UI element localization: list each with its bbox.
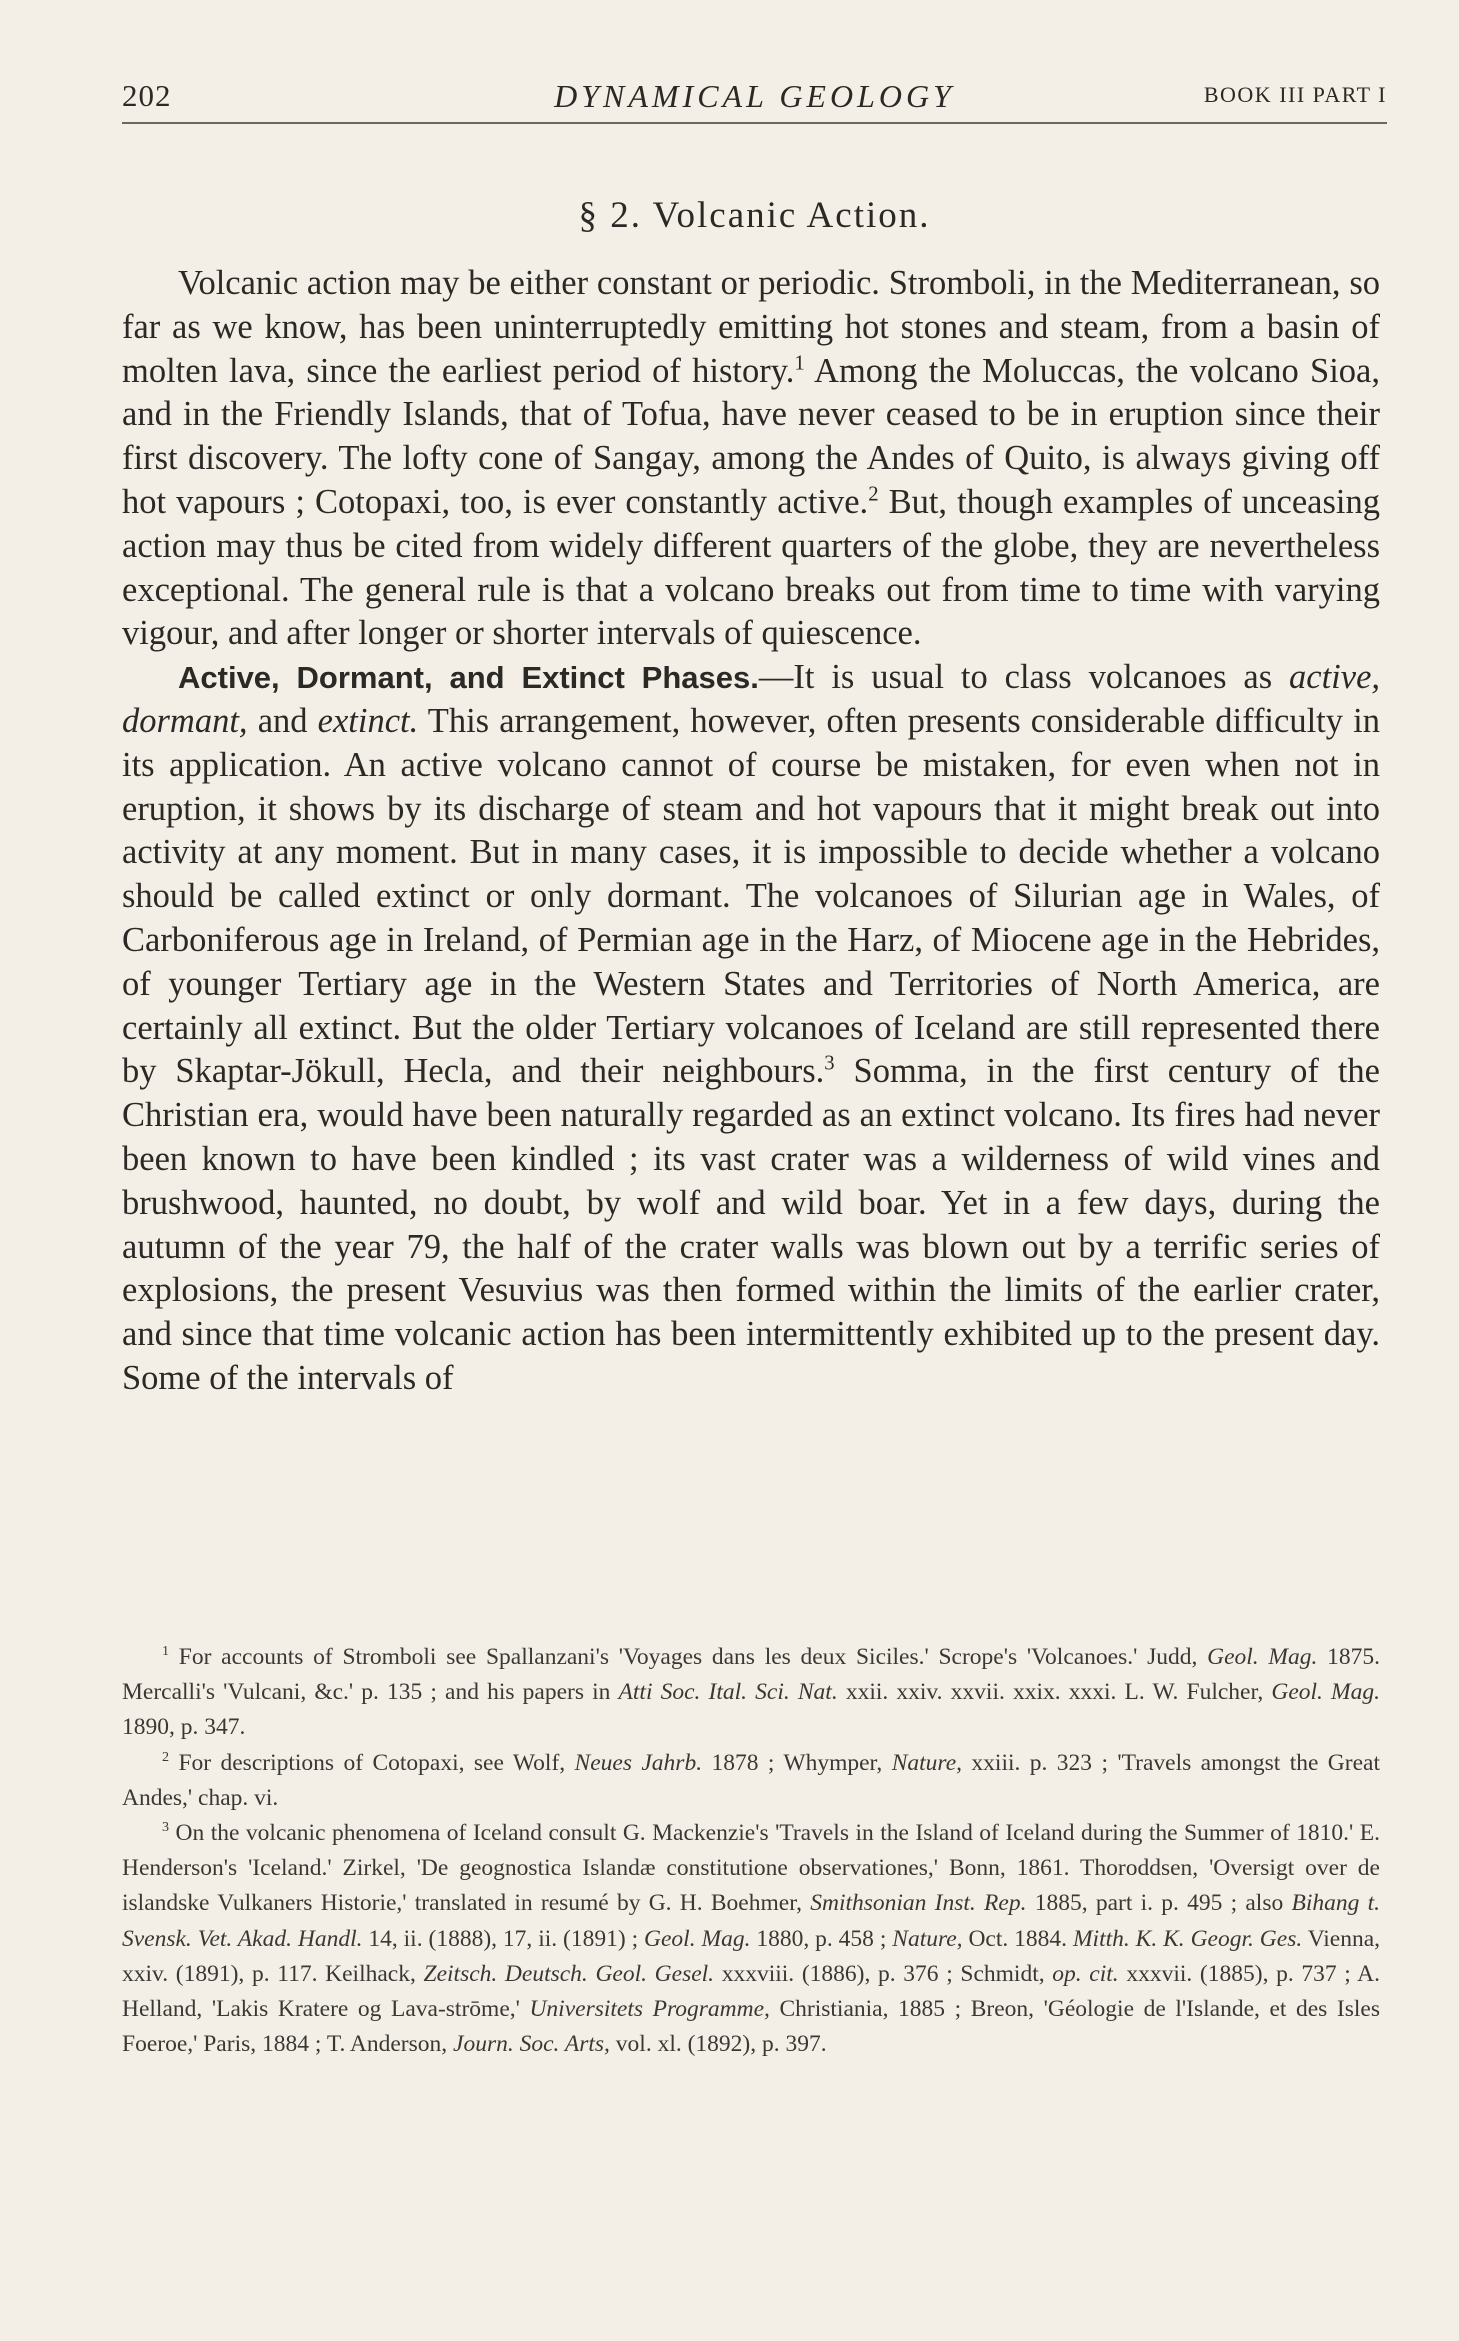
text-run: Oct. 1884.: [962, 1925, 1073, 1952]
italic-run: Geol. Mag.: [1207, 1644, 1318, 1670]
running-title: DYNAMICAL GEOLOGY: [554, 78, 955, 114]
text-run: This arrangement, however, often presents considerable difficulty in its application. An active volcano cannot of course be mistaken, for even when not in eruption, it shows by its discharge of steam and hot vapours that it might break out into activity at any moment. But in many cases, it is impossible to decide whether a volcano should be called extinct or only dormant. The volcanoes of Silurian age in Wales, of Carboniferous age in Ireland, of Permian age in the Harz, of Miocene age in the Hebrides, of younger Tertiary age in the Western States and Territories of North America, are certainly all extinct. But the older Tertiary volcanoes of Iceland are still represented there by Skaptar-Jökull, Hecla, and their neighbours.: [122, 701, 1380, 1091]
italic-run: Mitth. K. K. Geogr. Ges.: [1072, 1925, 1303, 1952]
text-run: 1890, p. 347.: [122, 1714, 246, 1741]
italic-run: extinct.: [317, 701, 419, 740]
italic-run: Atti Soc. Ital. Sci. Nat.: [618, 1679, 838, 1706]
italic-run: Journ. Soc. Arts,: [453, 2031, 610, 2058]
paragraph-heading: Active, Dormant, and Extinct Phases.: [178, 660, 759, 696]
italic-run: Bihang t. Svensk. Vet. Akad. Handl.: [122, 1890, 1380, 1952]
italic-run: Nature,: [891, 1749, 963, 1776]
text-run: and: [247, 701, 318, 740]
text-run: 1885, part i. p. 495 ; also: [1026, 1890, 1292, 1917]
text-run: For accounts of Stromboli see Spallanzani's 'Voyages dans les deux Siciles.' Scrope's 'Volcanoes.' Judd,: [169, 1644, 1208, 1670]
footnote-ref: 1: [794, 352, 805, 375]
italic-run: Geol. Mag.: [1271, 1679, 1380, 1706]
page-number: 202: [122, 78, 172, 113]
text-run: —It is usual to class volcanoes as: [758, 658, 1290, 697]
text-run: 1880, p. 458 ;: [750, 1925, 893, 1952]
text-run: vol. xl. (1892), p. 397.: [609, 2031, 827, 2058]
text-run: Among the Moluccas, the volcano Sioa, and in the Friendly Islands, that of Tofua, have never ceased to be in eruption since their first discovery. The lofty cone of Sangay, among the Andes of Quito, is always giving off hot vapours ; Cotopaxi, too, is ever constantly active.: [122, 351, 1380, 521]
italic-run: Universitets Programme,: [529, 1996, 770, 2023]
footnote-2: [122, 1746, 1380, 1816]
footnote-number: 1: [162, 1643, 170, 1660]
italic-run: Smithsonian Inst. Rep.: [810, 1890, 1027, 1917]
italic-run: Geol. Mag.: [644, 1925, 751, 1952]
footnote-number: 2: [162, 1748, 170, 1765]
footnote-ref: 3: [824, 1052, 835, 1075]
footnote-number: 3: [162, 1819, 170, 1836]
italic-run: active, dormant,: [122, 658, 1381, 740]
section-title: § 2. Volcanic Action.: [578, 195, 931, 236]
footnote-3: [122, 1816, 1380, 2062]
body-text: [122, 262, 1380, 1401]
text-run: Christiania, 1885 ; Breon, 'Géologie de l'Islande, et des Isles Foeroe,' Paris, 1884 ; T. Anderson,: [122, 1996, 1380, 2058]
text-run: xxiii. p. 323 ; 'Travels amongst the Great Andes,' chap. vi.: [122, 1749, 1380, 1811]
text-run: 14, ii. (1888), 17, ii. (1891) ;: [362, 1925, 645, 1952]
text-run: Somma, in the first century of the Christian era, would have been naturally regarded as an extinct volcano. Its fires had never been known to have been kindled ; its vast crater was a wilderness of wild vines and brushwood, haunted, no doubt, by wolf and wild boar. Yet in a few days, during the autumn of the year 79, the half of the crater walls was blown out by a terrific series of explosions, the present Vesuvius was then formed within the limits of the earlier crater, and since that time volcanic action has been intermittently exhibited up to the present day. Some of the intervals of: [122, 1052, 1380, 1397]
text-run: xxii. xxiv. xxvii. xxix. xxxi. L. W. Fulcher,: [837, 1679, 1272, 1706]
text-run: xxxvii. (1885), p. 737 ; A. Helland, 'Lakis Kratere og Lava-strōme,': [122, 1960, 1381, 2023]
italic-run: Zeitsch. Deutsch. Geol. Gesel.: [423, 1960, 715, 1987]
text-run: Volcanic action may be either constant or periodic. Stromboli, in the Mediterranean, so far as we know, has been uninterruptedly emitting hot stones and steam, from a basin of molten lava, since the earliest period of history.: [122, 264, 1380, 390]
text-run: xxxviii. (1886), p. 376 ; Schmidt,: [714, 1960, 1053, 1987]
footnote-1: [122, 1640, 1380, 1746]
paragraph: [122, 656, 1380, 1401]
italic-run: Neues Jahrb.: [574, 1749, 703, 1776]
text-run: Vienna, xxiv. (1891), p. 117. Keilhack,: [122, 1925, 1381, 1987]
text-run: But, though examples of unceasing action may thus be cited from widely different quarters of the globe, they are nevertheless exceptional. The general rule is that a volcano breaks out from time to time with varying vigour, and after longer or shorter intervals of quiescence.: [122, 482, 1380, 653]
italic-run: Nature,: [892, 1925, 963, 1952]
text-run: 1875. Mercalli's 'Vulcani, &c.' p. 135 ; and his papers in: [122, 1644, 1380, 1706]
book-part-label: BOOK III PART I: [1203, 82, 1387, 107]
paragraph: [122, 262, 1380, 656]
italic-run: op. cit.: [1052, 1960, 1119, 1987]
running-header: [122, 78, 1387, 124]
text-run: On the volcanic phenomena of Iceland consult G. Mackenzie's 'Travels in the Island of Iceland during the Summer of 1810.' E. Henderson's 'Iceland.' Zirkel, 'De geognostica Islandæ constitutione observationes,' Bonn, 1861. Thoroddsen, 'Oversigt over de islandske Vulkaners Historie,' translated in resumé by G. H. Boehmer,: [122, 1820, 1380, 1917]
text-run: For descriptions of Cotopaxi, see Wolf,: [169, 1749, 575, 1776]
footnote-ref: 2: [868, 483, 879, 506]
text-run: 1878 ; Whymper,: [702, 1749, 892, 1776]
footnotes: [122, 1640, 1380, 2062]
